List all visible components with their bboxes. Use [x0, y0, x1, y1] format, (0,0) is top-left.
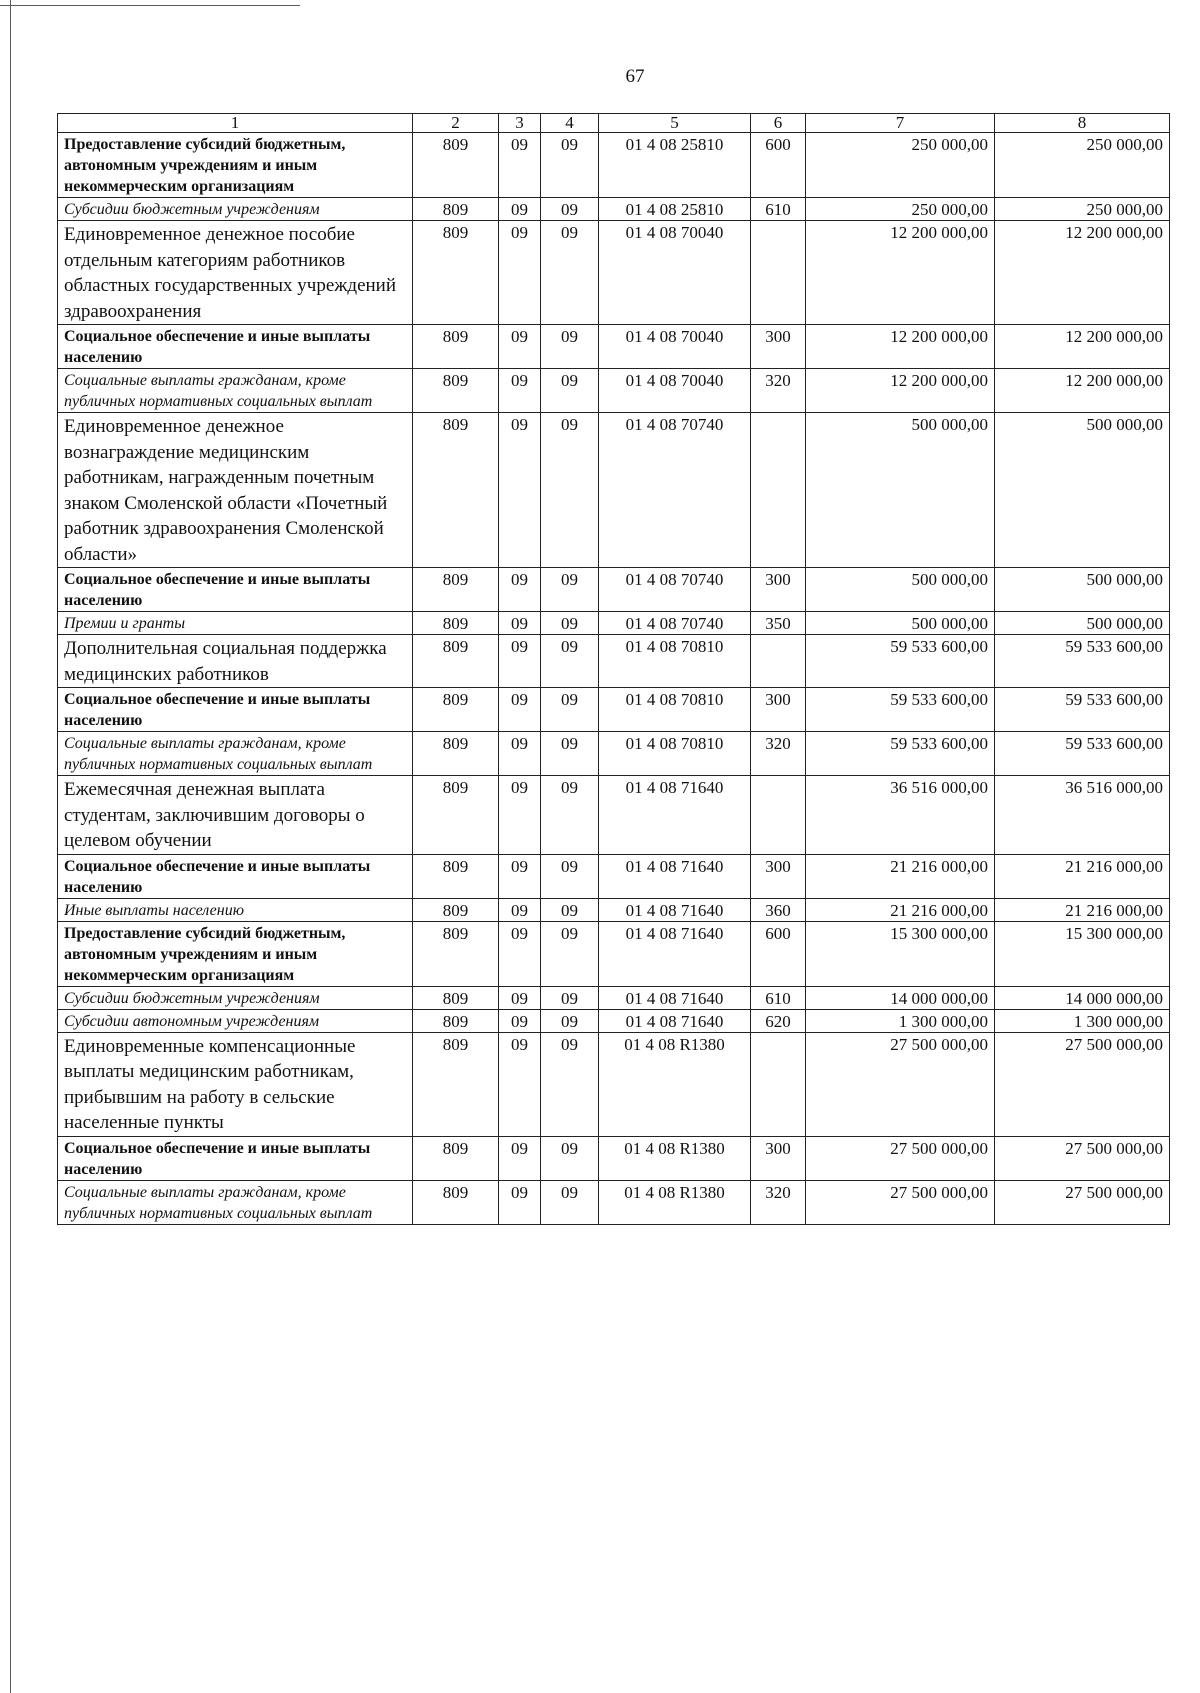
row-code-cell: 809: [413, 776, 499, 855]
header-cell: 4: [541, 114, 599, 133]
row-target-article-cell: 01 4 08 70810: [599, 688, 751, 732]
row-amount-cell: 250 000,00: [995, 133, 1170, 198]
row-section-cell: 09: [499, 369, 541, 413]
row-code-cell: 809: [413, 898, 499, 921]
row-name-cell: Субсидии автономным учреждениям: [58, 1009, 413, 1032]
row-target-article-cell: 01 4 08 R1380: [599, 1032, 751, 1136]
table-row: [58, 898, 1170, 921]
row-section-cell: 09: [499, 986, 541, 1009]
row-expense-type-cell: 300: [751, 325, 806, 369]
row-name-cell: Социальное обеспечение и иные выплаты населению: [58, 568, 413, 612]
row-name-cell: Ежемесячная денежная выплата студентам, заключившим договоры о целевом обучении: [58, 776, 413, 855]
row-amount-cell: 59 533 600,00: [806, 635, 995, 688]
row-section-cell: 09: [499, 1136, 541, 1180]
row-name-cell: Единовременные компенсационные выплаты медицинским работникам, прибывшим на работу в сельские населенные пункты: [58, 1032, 413, 1136]
table-row: [58, 1009, 1170, 1032]
row-subsection-cell: 09: [541, 635, 599, 688]
row-section-cell: 09: [499, 1032, 541, 1136]
row-subsection-cell: 09: [541, 1180, 599, 1224]
row-subsection-cell: 09: [541, 986, 599, 1009]
row-expense-type-cell: 320: [751, 369, 806, 413]
row-amount-cell: 250 000,00: [995, 198, 1170, 221]
row-target-article-cell: 01 4 08 71640: [599, 854, 751, 898]
row-section-cell: 09: [499, 776, 541, 855]
table-body: [58, 133, 1170, 1225]
row-target-article-cell: 01 4 08 71640: [599, 986, 751, 1009]
row-target-article-cell: 01 4 08 70040: [599, 369, 751, 413]
row-subsection-cell: 09: [541, 198, 599, 221]
row-target-article-cell: 01 4 08 71640: [599, 921, 751, 986]
row-expense-type-cell: 350: [751, 612, 806, 635]
row-amount-cell: 500 000,00: [995, 568, 1170, 612]
table-row: [58, 1136, 1170, 1180]
row-expense-type-cell: 600: [751, 133, 806, 198]
row-target-article-cell: 01 4 08 70740: [599, 413, 751, 568]
row-amount-cell: 500 000,00: [806, 413, 995, 568]
row-expense-type-cell: 320: [751, 732, 806, 776]
table-row: [58, 568, 1170, 612]
row-code-cell: 809: [413, 612, 499, 635]
row-amount-cell: 12 200 000,00: [806, 369, 995, 413]
row-section-cell: 09: [499, 732, 541, 776]
row-name-cell: Социальные выплаты гражданам, кроме публичных нормативных социальных выплат: [58, 732, 413, 776]
row-target-article-cell: 01 4 08 25810: [599, 198, 751, 221]
row-target-article-cell: 01 4 08 R1380: [599, 1136, 751, 1180]
table-row: [58, 133, 1170, 198]
row-section-cell: 09: [499, 854, 541, 898]
row-amount-cell: 14 000 000,00: [806, 986, 995, 1009]
table-row: [58, 635, 1170, 688]
row-amount-cell: 27 500 000,00: [806, 1136, 995, 1180]
row-amount-cell: 1 300 000,00: [806, 1009, 995, 1032]
table-row: [58, 732, 1170, 776]
row-amount-cell: 250 000,00: [806, 133, 995, 198]
row-section-cell: 09: [499, 921, 541, 986]
row-subsection-cell: 09: [541, 413, 599, 568]
row-section-cell: 09: [499, 413, 541, 568]
row-target-article-cell: 01 4 08 70810: [599, 635, 751, 688]
row-subsection-cell: 09: [541, 325, 599, 369]
row-code-cell: 809: [413, 688, 499, 732]
table-row: [58, 986, 1170, 1009]
row-target-article-cell: 01 4 08 71640: [599, 776, 751, 855]
row-amount-cell: 59 533 600,00: [806, 732, 995, 776]
row-name-cell: Предоставление субсидий бюджетным, автономным учреждениям и иным некоммерческим организациям: [58, 133, 413, 198]
row-code-cell: 809: [413, 921, 499, 986]
row-target-article-cell: 01 4 08 25810: [599, 133, 751, 198]
row-subsection-cell: 09: [541, 369, 599, 413]
row-subsection-cell: 09: [541, 568, 599, 612]
row-target-article-cell: 01 4 08 71640: [599, 898, 751, 921]
row-amount-cell: 21 216 000,00: [995, 898, 1170, 921]
row-subsection-cell: 09: [541, 921, 599, 986]
row-amount-cell: 59 533 600,00: [995, 732, 1170, 776]
row-amount-cell: 15 300 000,00: [995, 921, 1170, 986]
table-row: [58, 198, 1170, 221]
row-code-cell: 809: [413, 986, 499, 1009]
row-section-cell: 09: [499, 325, 541, 369]
scan-edge-left: [10, 0, 11, 1693]
row-expense-type-cell: 610: [751, 986, 806, 1009]
row-name-cell: Дополнительная социальная поддержка медицинских работников: [58, 635, 413, 688]
row-amount-cell: 500 000,00: [995, 413, 1170, 568]
row-amount-cell: 15 300 000,00: [806, 921, 995, 986]
header-cell: 3: [499, 114, 541, 133]
table-row: [58, 221, 1170, 325]
table-row: [58, 369, 1170, 413]
row-section-cell: 09: [499, 1180, 541, 1224]
row-amount-cell: 27 500 000,00: [995, 1136, 1170, 1180]
row-amount-cell: 59 533 600,00: [995, 635, 1170, 688]
row-subsection-cell: 09: [541, 688, 599, 732]
row-code-cell: 809: [413, 854, 499, 898]
table-row: [58, 1180, 1170, 1224]
row-amount-cell: 12 200 000,00: [806, 221, 995, 325]
row-amount-cell: 12 200 000,00: [995, 325, 1170, 369]
row-section-cell: 09: [499, 612, 541, 635]
row-expense-type-cell: [751, 776, 806, 855]
row-expense-type-cell: 300: [751, 568, 806, 612]
row-name-cell: Премии и гранты: [58, 612, 413, 635]
row-subsection-cell: 09: [541, 133, 599, 198]
row-expense-type-cell: 610: [751, 198, 806, 221]
header-row: [58, 114, 1170, 133]
row-amount-cell: 1 300 000,00: [995, 1009, 1170, 1032]
row-section-cell: 09: [499, 221, 541, 325]
row-amount-cell: 500 000,00: [806, 568, 995, 612]
row-target-article-cell: 01 4 08 70040: [599, 221, 751, 325]
header-cell: 7: [806, 114, 995, 133]
row-section-cell: 09: [499, 635, 541, 688]
row-code-cell: 809: [413, 369, 499, 413]
row-amount-cell: 500 000,00: [806, 612, 995, 635]
row-amount-cell: 21 216 000,00: [806, 854, 995, 898]
row-code-cell: 809: [413, 325, 499, 369]
row-amount-cell: 59 533 600,00: [806, 688, 995, 732]
row-subsection-cell: 09: [541, 1136, 599, 1180]
row-expense-type-cell: 600: [751, 921, 806, 986]
row-section-cell: 09: [499, 198, 541, 221]
row-amount-cell: 12 200 000,00: [995, 221, 1170, 325]
table-row: [58, 325, 1170, 369]
table-row: [58, 1032, 1170, 1136]
row-name-cell: Субсидии бюджетным учреждениям: [58, 198, 413, 221]
row-amount-cell: 27 500 000,00: [995, 1032, 1170, 1136]
row-section-cell: 09: [499, 568, 541, 612]
row-name-cell: Предоставление субсидий бюджетным, автономным учреждениям и иным некоммерческим организациям: [58, 921, 413, 986]
table-row: [58, 921, 1170, 986]
row-amount-cell: 500 000,00: [995, 612, 1170, 635]
table-row: [58, 413, 1170, 568]
header-cell: 1: [58, 114, 413, 133]
row-code-cell: 809: [413, 198, 499, 221]
row-amount-cell: 12 200 000,00: [995, 369, 1170, 413]
table-row: [58, 776, 1170, 855]
budget-table: [57, 113, 1170, 1225]
row-name-cell: Социальные выплаты гражданам, кроме публичных нормативных социальных выплат: [58, 369, 413, 413]
row-expense-type-cell: [751, 221, 806, 325]
table-row: [58, 612, 1170, 635]
row-subsection-cell: 09: [541, 854, 599, 898]
row-code-cell: 809: [413, 635, 499, 688]
row-name-cell: Иные выплаты населению: [58, 898, 413, 921]
row-subsection-cell: 09: [541, 898, 599, 921]
table-row: [58, 688, 1170, 732]
row-name-cell: Субсидии бюджетным учреждениям: [58, 986, 413, 1009]
row-section-cell: 09: [499, 898, 541, 921]
row-name-cell: Социальные выплаты гражданам, кроме публичных нормативных социальных выплат: [58, 1180, 413, 1224]
header-cell: 8: [995, 114, 1170, 133]
row-code-cell: 809: [413, 221, 499, 325]
row-name-cell: Единовременное денежное вознаграждение медицинским работникам, награжденным почетным знаком Смоленской области «Почетный работник здравоохранения Смоленской области»: [58, 413, 413, 568]
row-code-cell: 809: [413, 413, 499, 568]
row-amount-cell: 59 533 600,00: [995, 688, 1170, 732]
row-expense-type-cell: 300: [751, 688, 806, 732]
row-amount-cell: 21 216 000,00: [995, 854, 1170, 898]
row-amount-cell: 36 516 000,00: [995, 776, 1170, 855]
row-code-cell: 809: [413, 568, 499, 612]
header-cell: 6: [751, 114, 806, 133]
row-code-cell: 809: [413, 133, 499, 198]
row-name-cell: Социальное обеспечение и иные выплаты населению: [58, 854, 413, 898]
row-expense-type-cell: [751, 413, 806, 568]
row-subsection-cell: 09: [541, 732, 599, 776]
header-cell: 2: [413, 114, 499, 133]
row-amount-cell: 14 000 000,00: [995, 986, 1170, 1009]
row-name-cell: Социальное обеспечение и иные выплаты населению: [58, 325, 413, 369]
row-target-article-cell: 01 4 08 70740: [599, 612, 751, 635]
row-name-cell: Социальное обеспечение и иные выплаты населению: [58, 1136, 413, 1180]
page-number: 67: [625, 66, 645, 87]
row-code-cell: 809: [413, 1032, 499, 1136]
row-amount-cell: 27 500 000,00: [806, 1032, 995, 1136]
row-subsection-cell: 09: [541, 221, 599, 325]
row-code-cell: 809: [413, 1136, 499, 1180]
row-expense-type-cell: 620: [751, 1009, 806, 1032]
row-target-article-cell: 01 4 08 R1380: [599, 1180, 751, 1224]
row-subsection-cell: 09: [541, 776, 599, 855]
row-name-cell: Социальное обеспечение и иные выплаты населению: [58, 688, 413, 732]
header-cell: 5: [599, 114, 751, 133]
row-code-cell: 809: [413, 1180, 499, 1224]
row-code-cell: 809: [413, 732, 499, 776]
row-subsection-cell: 09: [541, 612, 599, 635]
row-amount-cell: 36 516 000,00: [806, 776, 995, 855]
row-section-cell: 09: [499, 133, 541, 198]
row-expense-type-cell: [751, 1032, 806, 1136]
row-target-article-cell: 01 4 08 70040: [599, 325, 751, 369]
row-subsection-cell: 09: [541, 1009, 599, 1032]
row-section-cell: 09: [499, 1009, 541, 1032]
row-expense-type-cell: 360: [751, 898, 806, 921]
row-expense-type-cell: 300: [751, 854, 806, 898]
row-amount-cell: 250 000,00: [806, 198, 995, 221]
row-expense-type-cell: 300: [751, 1136, 806, 1180]
scan-edge-top: [0, 5, 300, 6]
row-expense-type-cell: [751, 635, 806, 688]
row-code-cell: 809: [413, 1009, 499, 1032]
row-target-article-cell: 01 4 08 71640: [599, 1009, 751, 1032]
row-section-cell: 09: [499, 688, 541, 732]
row-expense-type-cell: 320: [751, 1180, 806, 1224]
row-amount-cell: 27 500 000,00: [806, 1180, 995, 1224]
row-subsection-cell: 09: [541, 1032, 599, 1136]
row-amount-cell: 12 200 000,00: [806, 325, 995, 369]
row-target-article-cell: 01 4 08 70810: [599, 732, 751, 776]
row-name-cell: Единовременное денежное пособие отдельным категориям работников областных государственных учреждений здравоохранения: [58, 221, 413, 325]
row-amount-cell: 21 216 000,00: [806, 898, 995, 921]
row-amount-cell: 27 500 000,00: [995, 1180, 1170, 1224]
table-row: [58, 854, 1170, 898]
row-target-article-cell: 01 4 08 70740: [599, 568, 751, 612]
